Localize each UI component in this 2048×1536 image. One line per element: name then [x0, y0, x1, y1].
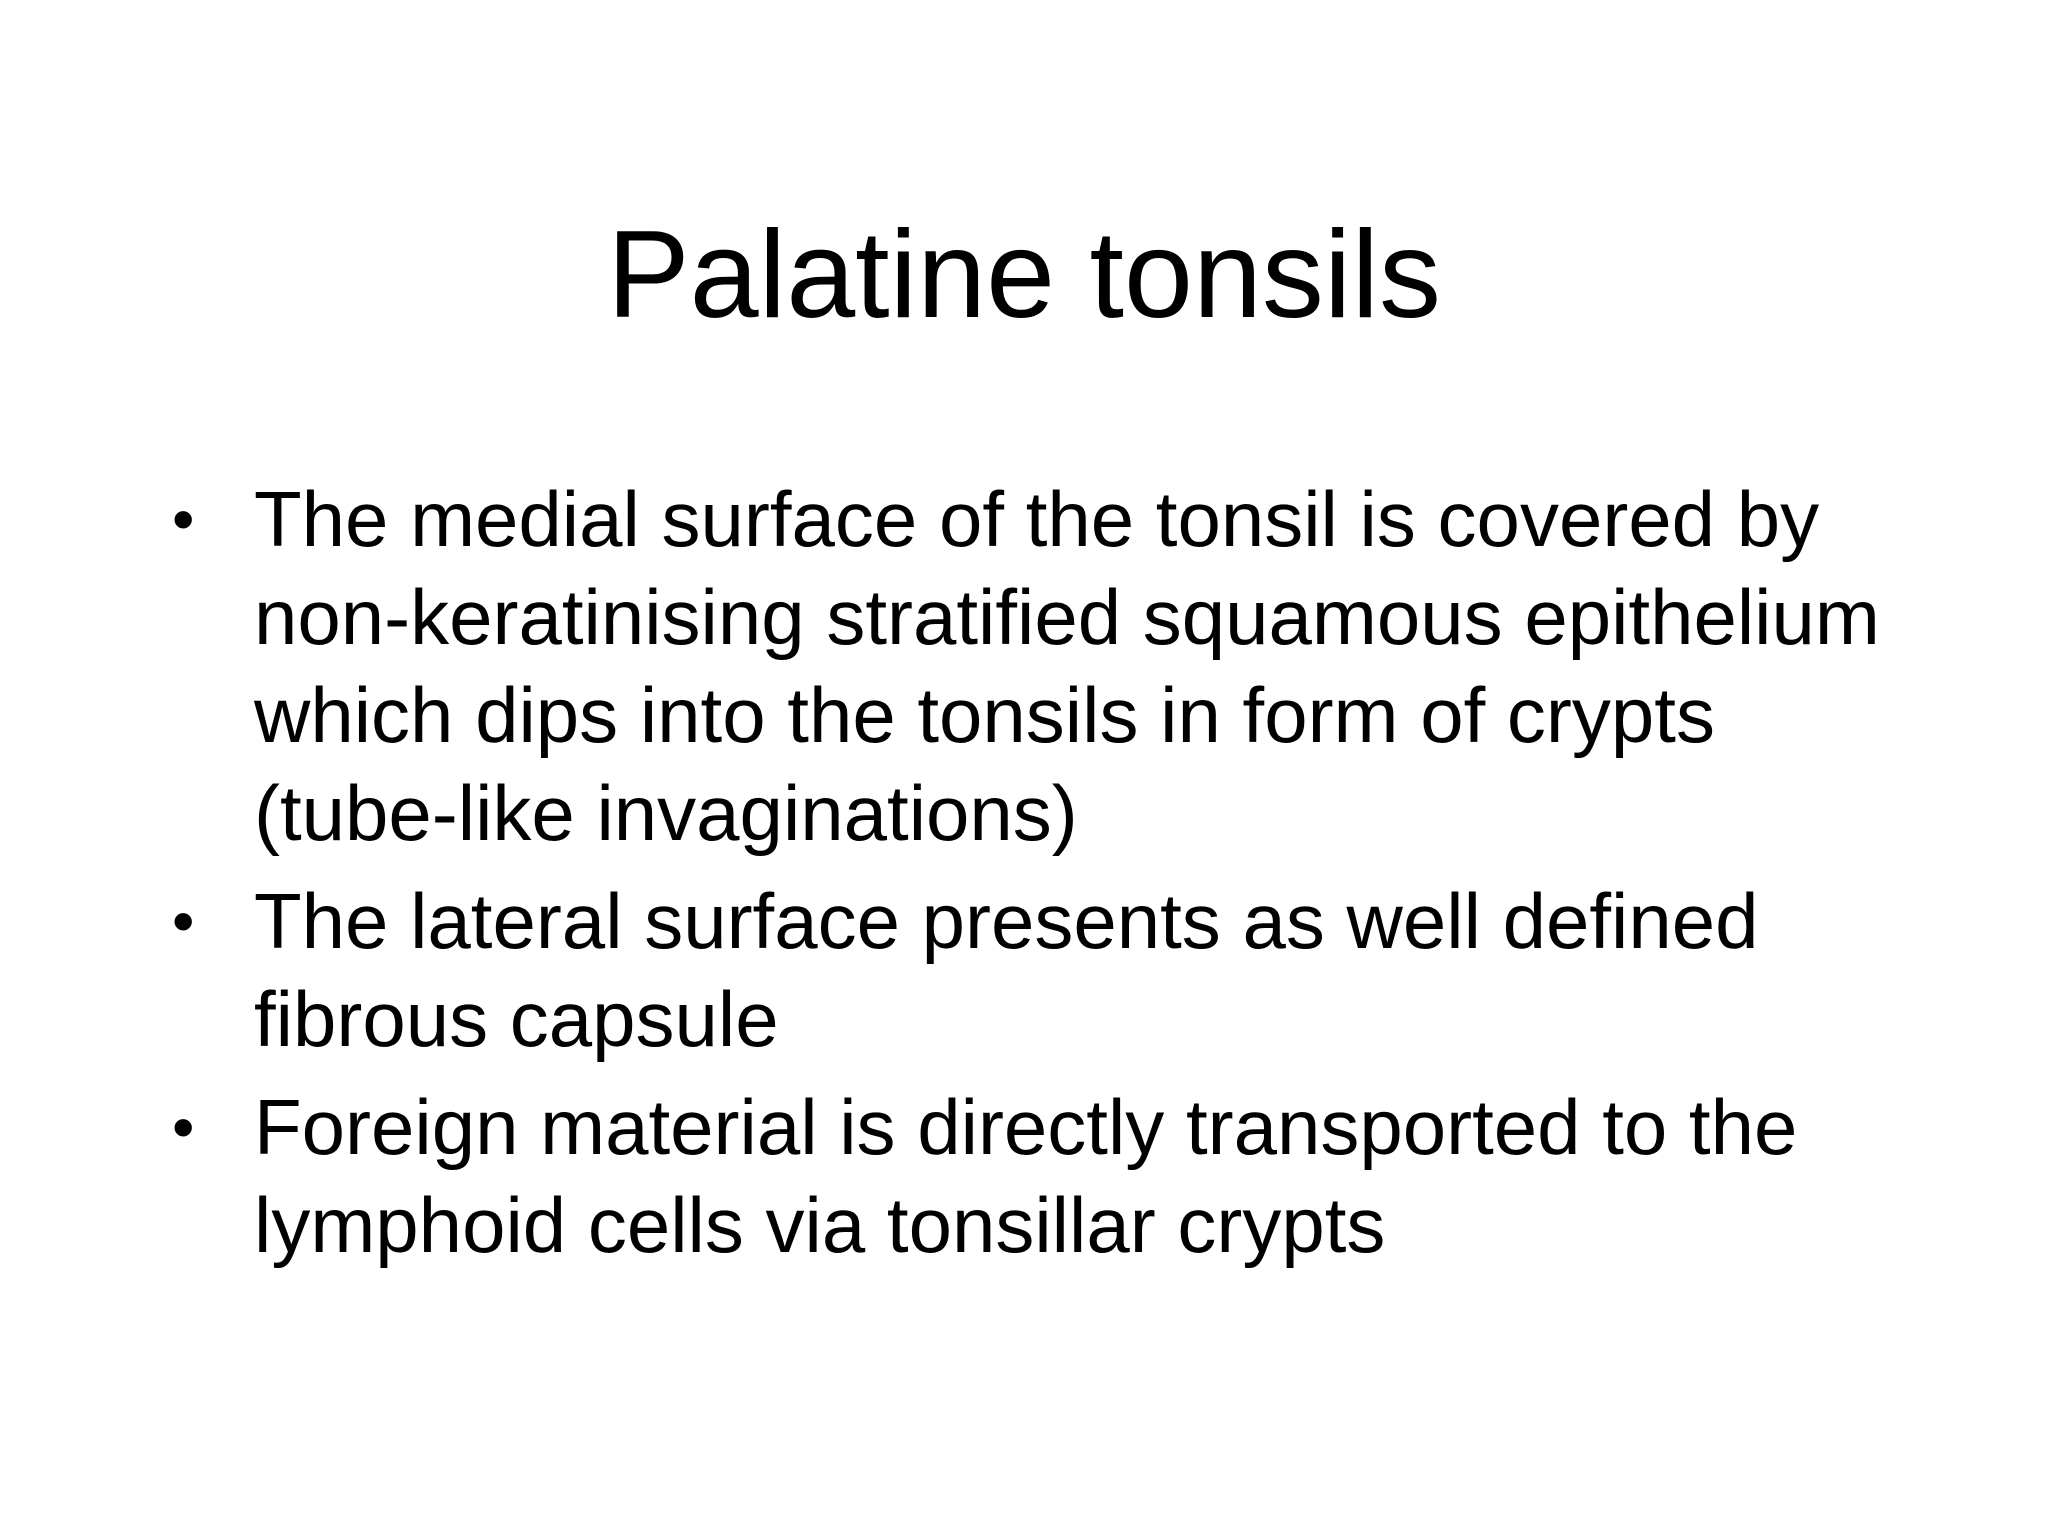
bullet-item-lateral-surface	[172, 872, 1932, 1068]
bullet-icon: •	[172, 1091, 195, 1163]
bullet-icon: •	[172, 483, 195, 555]
bullet-list	[172, 470, 1932, 1284]
bullet-text: The lateral surface presents as well defined fibrous capsule	[254, 877, 1759, 1063]
bullet-text: Foreign material is directly transported to the lymphoid cells via tonsillar crypts	[254, 1083, 1798, 1269]
bullet-text: The medial surface of the tonsil is covered by non-keratinising stratified squamous epithelium which dips into the tonsils in form of crypts (tube-like invaginations)	[254, 475, 1880, 857]
bullet-item-medial-surface	[172, 470, 1932, 862]
bullet-icon: •	[172, 885, 195, 957]
bullet-item-foreign-material	[172, 1078, 1932, 1274]
slide-title: Palatine tonsils	[606, 206, 1442, 344]
